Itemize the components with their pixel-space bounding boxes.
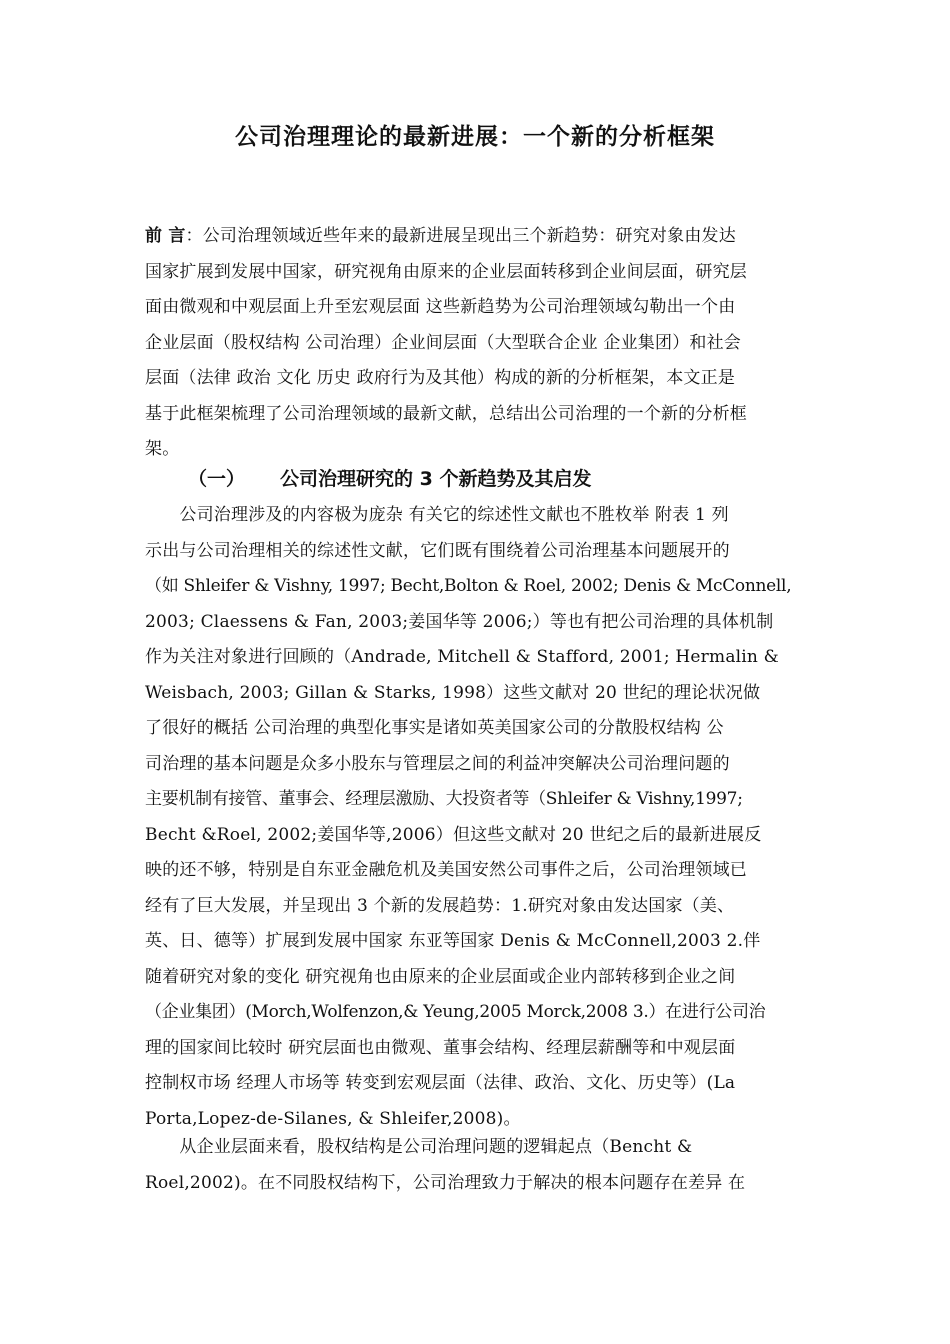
section-heading-text: 公司治理研究的 3 个新趋势及其启发 — [280, 468, 592, 490]
preface-line — [145, 219, 808, 255]
paragraph-line: Roel,2002)。在不同股权结构下，公司治理致力于解决的根本问题存在差异 在 — [145, 1172, 746, 1193]
paragraph-line: Porta,Lopez-de-Silanes, & Shleifer,2008)。 — [145, 1108, 521, 1129]
paragraph-line: （企业集团）(Morch,Wolfenzon,& Yeung,2005 Morck,2008 3.）在进行公司治 — [145, 1002, 766, 1022]
section-number: （一） — [188, 468, 246, 490]
preface-block — [145, 219, 808, 468]
preface-line: 架。 — [145, 439, 180, 459]
document-title: 公司治理理论的最新进展：一个新的分析框架 — [235, 124, 715, 150]
preface-label: 前 言 — [145, 226, 186, 246]
paragraph-line: 主要机制有接管、董事会、经理层激励、大投资者等（Shleifer & Vishny,1997; — [145, 789, 743, 809]
preface-line: 国家扩展到发展中国家，研究视角由原来的企业层面转移到企业间层面，研究层 — [145, 261, 747, 282]
paragraph-1 — [145, 498, 808, 1137]
paragraph-line: 经有了巨大发展，并呈现出 3 个新的发展趋势：1.研究对象由发达国家（美、 — [145, 895, 735, 916]
paragraph-line: 公司治理涉及的内容极为庞杂 有关它的综述性文献也不胜枚举 附表 1 列 — [145, 505, 729, 525]
paragraph-line: 控制权市场 经理人市场等 转变到宏观层面（法律、政治、文化、历史等）(La — [145, 1073, 736, 1093]
preface-line: 企业层面（股权结构 公司治理）企业间层面（大型联合企业 企业集团）和社会 — [145, 332, 742, 353]
preface-line: 层面（法律 政治 文化 历史 政府行为及其他）构成的新的分析框架，本文正是 — [145, 368, 736, 388]
paragraph-line: 司治理的基本问题是众多小股东与管理层之间的利益冲突解决公司治理问题的 — [145, 753, 730, 774]
paragraph-line: 理的国家间比较时 研究层面也由微观、董事会结构、经理层薪酬等和中观层面 — [145, 1037, 736, 1058]
section-heading — [0, 460, 950, 494]
paragraph-line: 2003; Claessens & Fan, 2003;姜国华等 2006;）等也有把公司治理的具体机制 — [145, 611, 774, 632]
paragraph-line: 英、日、德等）扩展到发展中国家 东亚等国家 Denis & McConnell,2003 2.伴 — [145, 931, 761, 951]
paragraph-line: （如 Shleifer & Vishny, 1997; Becht,Bolton & Roel, 2002; Denis & McConnell, — [145, 576, 792, 596]
preface-line: 基于此框架梳理了公司治理领域的最新文献，总结出公司治理的一个新的分析框 — [145, 403, 747, 424]
paragraph-line: 映的还不够，特别是自东亚金融危机及美国安然公司事件之后，公司治理领域已 — [145, 860, 747, 880]
paragraph-2 — [145, 1130, 808, 1201]
paragraph-line: 从企业层面来看，股权结构是公司治理问题的逻辑起点（Bencht & — [145, 1137, 693, 1157]
paragraph-line: Becht &Roel, 2002;姜国华等,2006）但这些文献对 20 世纪之后的最新进展反 — [145, 824, 762, 845]
paragraph-line: 了很好的概括 公司治理的典型化事实是诸如英美国家公司的分散股权结构 公 — [145, 718, 724, 738]
paragraph-line: 随着研究对象的变化 研究视角也由原来的企业层面或企业内部转移到企业之间 — [145, 966, 736, 987]
preface-text: ：公司治理领域近些年来的最新进展呈现出三个新趋势：研究对象由发达 — [185, 226, 736, 246]
paragraph-line: 作为关注对象进行回顾的（Andrade, Mitchell & Stafford, 2001; Hermalin & — [145, 647, 780, 667]
preface-line: 面由微观和中观层面上升至宏观层面 这些新趋势为公司治理领域勾勒出一个由 — [145, 297, 736, 317]
paragraph-line: 示出与公司治理相关的综述性文献，它们既有围绕着公司治理基本问题展开的 — [145, 540, 730, 561]
paragraph-line: Weisbach, 2003; Gillan & Starks, 1998）这些文献对 20 世纪的理论状况做 — [145, 682, 761, 703]
